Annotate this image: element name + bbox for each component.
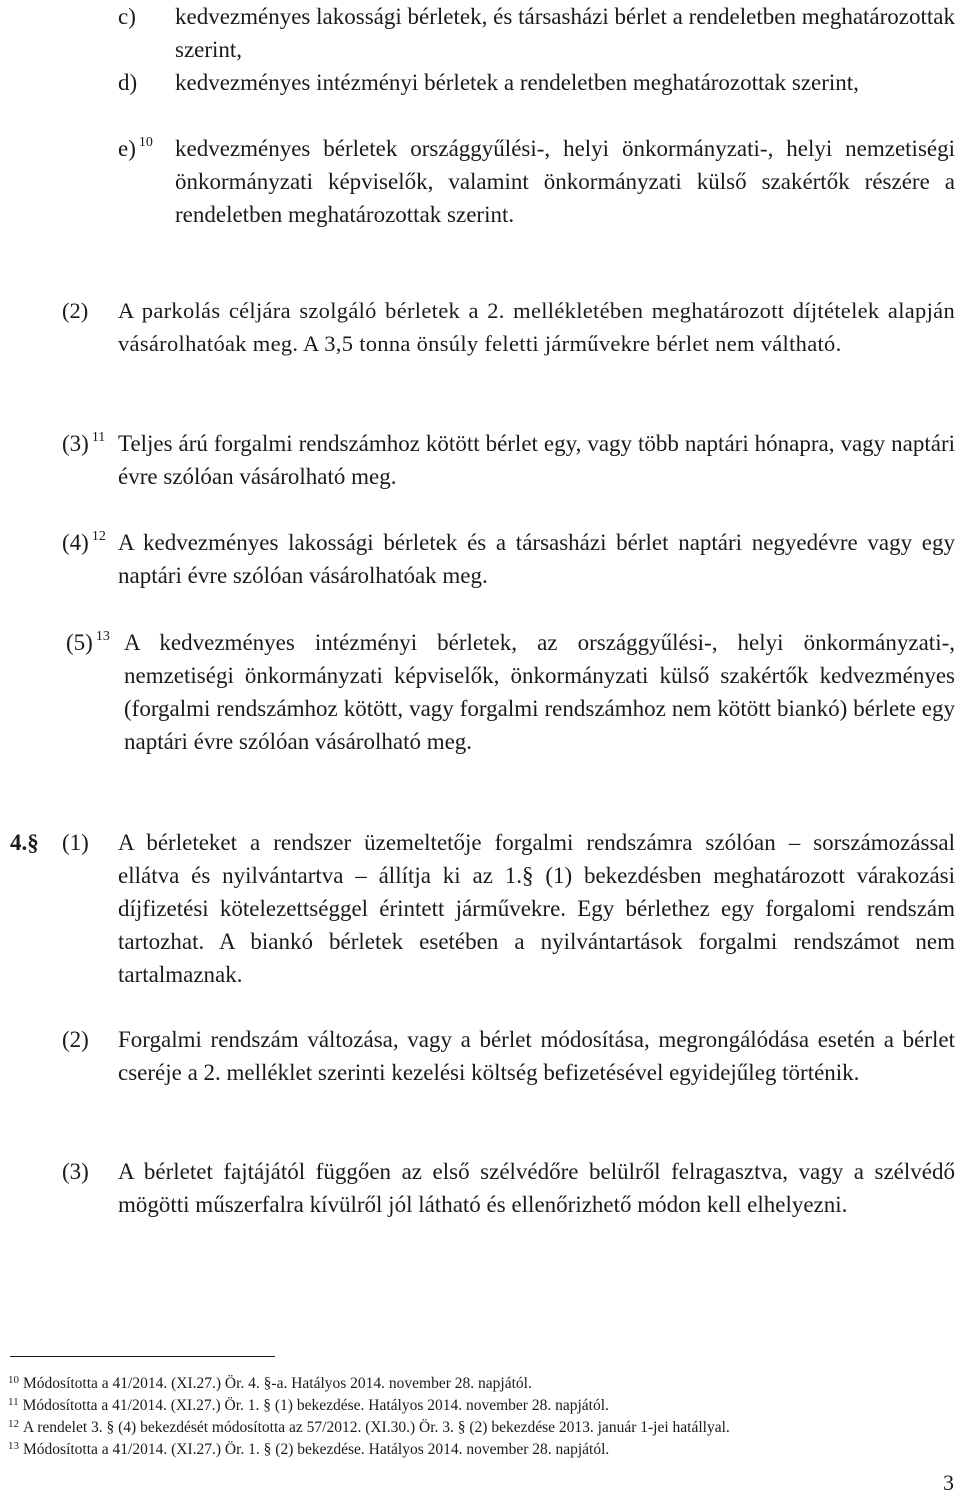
footnote-11: $^{11}$ Módosította a 41/2014. (XI.27.) Ör. 1. § (1) bekezdése. Hatályos 2014. november 28. napjától. [8,1396,609,1414]
section-4-paragraph-3-label: (3) [62,1159,89,1184]
section-4-paragraph-1-label: (1) [62,830,89,855]
footnote-12: $^{12}$ A rendelet 3. § (4) bekezdését módosította az 57/2012. (XI.30.) Ör. 3. § (2) bekezdése 2013. január 1-jei hatállyal. [8,1418,730,1436]
paragraph-2-text: A parkolás céljára szolgáló bérletek a 2. mellékletében meghatározott díjtételek alapján vásárolhatóak meg. A 3,5 tonna önsúly feletti járművekre bérlet nem váltható. [118,298,955,356]
item-e-label: e) $^{10}$ [118,135,153,161]
footnote-ref-13[interactable]: 13 [95,629,110,644]
item-d-text: kedvezményes intézményi bérletek a rendeletben meghatározottak szerint, [175,70,859,95]
item-e-text: kedvezményes bérletek országgyűlési-, helyi önkormányzati-, helyi nemzetiségi önkormányzati képviselők, valamint önkormányzati külső szakértők részére a rendeletben meghatározottak szerint. [175,136,955,227]
footnote-ref-12[interactable]: 12 [91,529,106,544]
page-number: 3 [943,1470,954,1495]
paragraph-4-label: (4) $^{12}$ [62,529,106,555]
item-d-label: d) [118,70,138,95]
section-4-paragraph-1-text: A bérleteket a rendszer üzemeltetője forgalmi rendszámra szólóan – sorszámozással ellátva és nyilvántartva – állítja ki az 1.§ (1) bekezdésben meghatározott várakozási díjfizetési kötelezettséggel érintett járművekre. Egy bérlethez egy forgalomi rendszám tartozhat. A biankó bérletek esetében a nyilvántartások forgalmi rendszámot nem tartalmaznak. [118,830,955,987]
paragraph-4-text: A kedvezményes lakossági bérletek és a társasházi bérlet naptári negyedévre vagy egy naptári évre szólóan vásárolhatóak meg. [118,530,955,588]
paragraph-3-label: (3) $^{11}$ [62,430,106,456]
footnote-ref-11[interactable]: 11 [91,430,106,445]
item-c-label: c) [118,4,136,29]
paragraph-5-text: A kedvezményes intézményi bérletek, az országgyűlési-, helyi önkormányzati-, nemzetiségi önkormányzati képviselők, önkormányzati külső szakértők kedvezményes (forgalmi rendszámhoz kötött, vagy forgalmi rendszámhoz nem kötött biankó) bérlete egy naptári évre szólóan vásárolható meg. [124,630,955,754]
footnote-10: $^{10}$ Módosította a 41/2014. (XI.27.) Ör. 4. §-a. Hatályos 2014. november 28. napjától. [8,1374,532,1392]
section-4-number: 4.§ [10,830,39,855]
footnote-separator [10,1356,275,1357]
paragraph-3-text: Teljes árú forgalmi rendszámhoz kötött bérlet egy, vagy több naptári hónapra, vagy naptári évre szólóan vásárolható meg. [118,431,955,489]
section-4-paragraph-2-label: (2) [62,1027,89,1052]
footnote-13: $^{13}$ Módosította a 41/2014. (XI.27.) Ör. 1. § (2) bekezdése. Hatályos 2014. november 28. napjától. [8,1440,610,1458]
footnote-ref-10[interactable]: 10 [138,135,153,150]
item-c-text: kedvezményes lakossági bérletek, és társasházi bérlet a rendeletben meghatározottak szerint, [175,4,955,62]
paragraph-2-label: (2) [62,298,89,323]
section-4-paragraph-3-text: A bérletet fajtájától függően az első szélvédőre belülről felragasztva, vagy a szélvédő mögötti műszerfalra kívülről jól látható és ellenőrizhető módon kell elhelyezni. [118,1159,955,1217]
section-4-paragraph-2-text: Forgalmi rendszám változása, vagy a bérlet módosítása, megrongálódása esetén a bérlet cseréje a 2. melléklet szerinti kezelési költség befizetésével egyidejűleg történik. [118,1027,955,1085]
paragraph-5-label: (5) $^{13}$ [66,629,110,655]
